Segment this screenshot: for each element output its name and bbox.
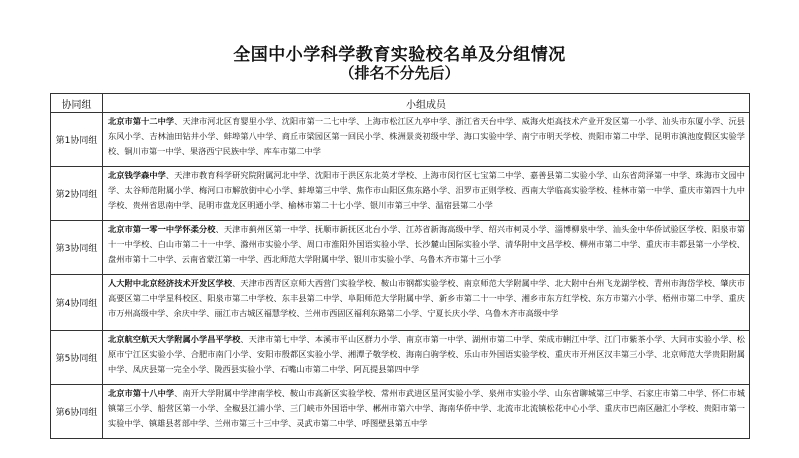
document-title: 全国中小学科学教育实验校名单及分组情况	[233, 45, 566, 65]
group-name: 第5协同组	[51, 331, 103, 385]
member-schools: 、天津市河北区育婴里小学、沈阳市第一二七中学、上海市松江区九亭中学、浙江省天台中学、威海火炬高技术产业开发区第一小学、汕头市东厦小学、沅县东风小学、吉林油田钻井小学、蚌埠第八中学、商丘市梁园区第一回民小学、株洲景炎初级中学、海口实验中学、南宁市明天学校、贵阳市第二中学、昆明市滇池度假区实验学校、铜川市第一中学、果洛西宁民族中学、库车市第二中学	[108, 116, 745, 156]
group-members	[103, 385, 750, 439]
document-subtitle: （排名不分先后）	[339, 64, 460, 82]
group-name: 第3协同组	[51, 221, 103, 275]
lead-school: 人大附中北京经济技术开发区学校	[108, 278, 233, 288]
table-row	[51, 385, 750, 439]
table-row	[51, 331, 750, 385]
table-row	[51, 275, 750, 331]
table-row	[51, 113, 750, 167]
header-group: 协同组	[51, 94, 103, 113]
lead-school: 北京市第一零一中学怀柔分校	[108, 224, 216, 234]
lead-school: 北京航空航天大学附属小学昌平学校	[108, 334, 241, 344]
group-members	[103, 113, 750, 167]
group-members	[103, 331, 750, 385]
group-table	[50, 93, 750, 439]
table-header-row	[51, 94, 750, 113]
member-schools: 、天津市蓟州区第一中学、抚顺市新抚区北台小学、江苏省新海高级中学、绍兴市柯灵小学、淄博柳泉中学、汕头金中华侨试验区学校、阳泉市第十一中学校、白山市第二十一中学、滁州市实验小学、周口市淮阳外国语实验小学、长沙麓山国际实验小学、清华附中文昌学校、柳州市第二中学、重庆市丰都县第一小学校、盘州市第十二中学、云南省蒙江第一中学、西北师范大学附属中学、银川市实验小学、乌鲁木齐市第十三小学	[108, 224, 745, 264]
group-name: 第4协同组	[51, 275, 103, 331]
lead-school: 北京市第十二中学	[108, 116, 175, 126]
group-name: 第2协同组	[51, 167, 103, 221]
table-row	[51, 167, 750, 221]
member-schools: 、天津市西青区京师大西营门实验学校、鞍山市钢都实验学校、南京师范大学附属中学、北大附中台州飞龙湖学校、青州市海岱学校、肇庆市高要区第二中学星科校区、阳泉市第二中学校、东丰县第二中学、阜阳师范大学附属中学、新乡市第二十一中学、湘乡市东方红学校、东方市第六小学、梧州市第二中学、重庆市万州高级中学、余庆中学、丽江市古城区福慧学校、兰州市西固区福利东路第二小学、宁夏长庆小学、乌鲁木齐市高级中学	[108, 278, 745, 318]
table-row	[51, 221, 750, 275]
group-name: 第6协同组	[51, 385, 103, 439]
lead-school: 北京市第十八中学	[108, 388, 175, 398]
member-schools: 、天津市第七中学、本溪市平山区群力小学、南京市第一中学、湖州市第二中学、荣成市蜊江中学、江门市紫茶小学、大同市实验小学、松原市宁江区实验小学、合肥市南门小学、安阳市殷都区实验小学、湘潭子敬学校、海南白驹学校、乐山市外国语实验学校、重庆市开州区汉丰第三小学、北京师范大学贵阳附属中学、凤庆县第一完全小学、陇西县实验小学、石嘴山市第二中学、阿瓦提县第四中学	[108, 334, 745, 374]
group-name: 第1协同组	[51, 113, 103, 167]
header-members: 小组成员	[103, 94, 750, 113]
group-members	[103, 275, 750, 331]
group-members	[103, 221, 750, 275]
group-members	[103, 167, 750, 221]
member-schools: 、南开大学附属中学津南学校、鞍山市高新区实验学校、常州市武进区星河实验小学、泉州市实验小学、山东省聊城第三中学、石家庄市第二中学、怀仁市城镇第三小学、船营区第一小学、全椒县江浦小学、三门峡市外国语中学、郴州市第六中学、海南华侨中学、北流市北流镇松花中心小学、重庆市巴南区融汇小学校、贵阳市第一实验中学、镇雄县茗部中学、兰州市第三十三中学、灵武市第二中学、呼图壁县第五中学	[108, 388, 745, 428]
lead-school: 北京钱学森中学	[108, 170, 166, 180]
member-schools: 、天津市教育科学研究院附属河北中学、沈阳市于洪区东北英才学校、上海市闵行区七宝第二中学、嘉善县第二实验小学、山东省菏泽第一中学、珠海市文园中学、太谷师范附属小学、梅河口市解放街中心小学、蚌埠第三中学、焦作市山阳区焦东路小学、汨罗市正则学校、西南大学临高实验学校、桂林市第一中学、重庆市第四十九中学校、贵州省思南中学、昆明市盘龙区明通小学、榆林市第二十七小学、银川市第三中学、温宿县第二小学	[108, 170, 745, 210]
